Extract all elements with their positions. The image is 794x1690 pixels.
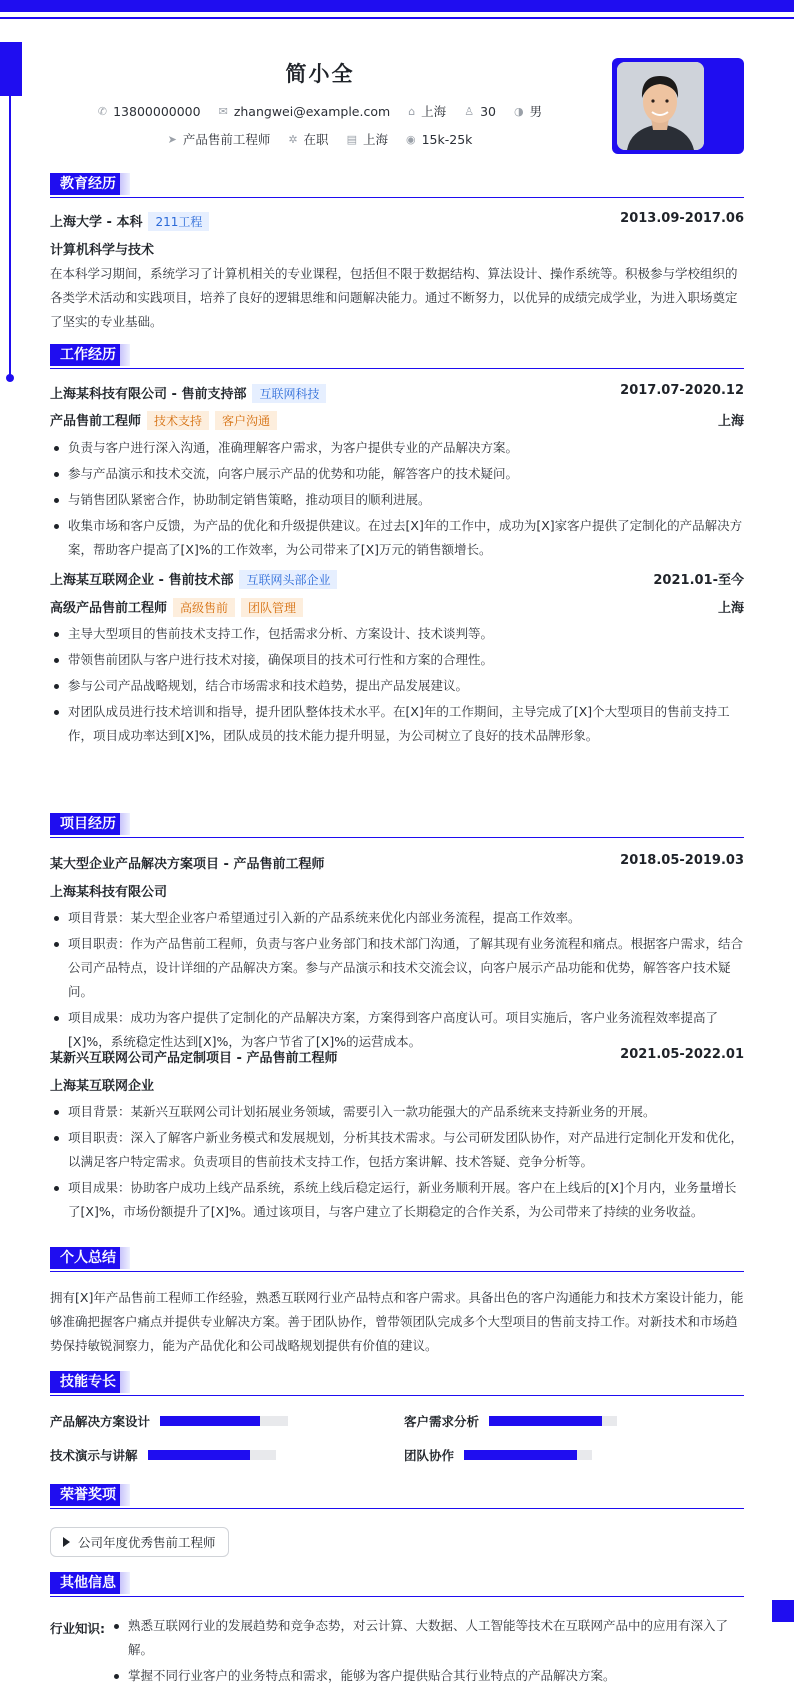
project-1-bullets xyxy=(50,906,744,1056)
project-1-company: 上海某科技有限公司 xyxy=(50,885,168,900)
skill-item xyxy=(50,1446,276,1464)
work-1-tag: 技术支持 xyxy=(147,411,209,430)
project-2-title: 某新兴互联网公司产品定制项目 - 产品售前工程师 xyxy=(50,1051,338,1066)
list-item: 项目背景：某大型企业客户希望通过引入新的产品系统来优化内部业务流程，提高工作效率。 xyxy=(50,906,744,930)
section-summary-title: 个人总结 xyxy=(50,1247,126,1269)
skill-bar xyxy=(160,1416,288,1426)
list-item: 与销售团队紧密合作，协助制定销售策略，推动项目的顺利进展。 xyxy=(50,488,744,512)
other-list xyxy=(110,1614,744,1690)
section-other-title: 其他信息 xyxy=(50,1572,126,1594)
work-2-role-row xyxy=(50,597,744,617)
intent-city: ▤ 上海 xyxy=(346,132,388,147)
work-2-header xyxy=(50,569,744,589)
work-1-bullets xyxy=(50,436,744,564)
education-header xyxy=(50,211,744,231)
section-other xyxy=(50,1572,744,1597)
section-summary xyxy=(50,1247,744,1272)
section-education-title: 教育经历 xyxy=(50,173,126,195)
intent-position: ➤ 产品售前工程师 xyxy=(167,132,271,147)
resume-name: 简小全 xyxy=(285,62,355,86)
work-2-bullets xyxy=(50,622,744,750)
project-1-header xyxy=(50,853,744,872)
top-accent-line xyxy=(0,17,794,19)
award-item xyxy=(50,1527,229,1557)
education-description: 在本科学习期间，系统学习了计算机相关的专业课程，包括但不限于数据结构、算法设计、操作系统等。积极参与学校组织的各类学术活动和实践项目，培养了良好的逻辑思维和问题解决能力。通过不断努力，以优异的成绩完成学业，为进入职场奠定了坚实的专业基础。 xyxy=(50,266,738,329)
list-item: 对团队成员进行技术培训和指导，提升团队整体技术水平。在[X]年的工作期间，主导完成了[X]个大型项目的售前支持工作，项目成功率达到[X]%，团队成员的技术能力提升明显，为公司树立了良好的技术品牌形象。 xyxy=(50,700,744,748)
list-item: 项目背景：某新兴互联网公司计划拓展业务领域，需要引入一款功能强大的产品系统来支持新业务的开展。 xyxy=(50,1100,744,1124)
work-2-badge: 互联网头部企业 xyxy=(239,570,337,589)
salary-icon: ◉ xyxy=(405,132,416,146)
skill-bar-fill xyxy=(489,1416,602,1426)
skill-bar-fill xyxy=(160,1416,260,1426)
work-1-header xyxy=(50,383,744,403)
skill-bar xyxy=(489,1416,617,1426)
work-2-role: 高级产品售前工程师 xyxy=(50,601,168,616)
contact-row xyxy=(90,102,550,120)
intent-salary: ◉ 15k-25k xyxy=(405,131,473,147)
contact-phone: ✆ 13800000000 xyxy=(97,103,201,119)
list-item: 项目成果：协助客户成功上线产品系统，系统上线后稳定运行，新业务顺利开展。客户在上线后的[X]个月内，业务量增长了[X]%，市场份额提升了[X]%。通过该项目，与客户建立了长期稳定的合作关系，为公司带来了持续的业务收益。 xyxy=(50,1176,744,1224)
list-item: 收集市场和客户反馈，为产品的优化和升级提供建议。在过去[X]年的工作中，成功为[X]家客户提供了定制化的产品解决方案，帮助客户提高了[X]%的工作效率，为公司带来了[X]万元的销售额增长。 xyxy=(50,514,744,562)
section-work-title: 工作经历 xyxy=(50,344,126,366)
caret-right-icon xyxy=(63,1537,70,1547)
age-icon: ♙ xyxy=(464,104,475,118)
email-icon: ✉ xyxy=(218,104,228,118)
skill-name: 客户需求分析 xyxy=(404,1414,480,1429)
work-2-tag: 团队管理 xyxy=(241,598,303,617)
list-item: 带领售前团队与客户进行技术对接，确保项目的技术可行性和方案的合理性。 xyxy=(50,648,744,672)
project-2-bullets xyxy=(50,1100,744,1226)
section-work xyxy=(50,344,744,369)
work-1-tag: 客户沟通 xyxy=(215,411,277,430)
list-item: 熟悉互联网行业的发展趋势和竞争态势，对云计算、大数据、人工智能等技术在互联网产品中的应用有深入了解。 xyxy=(110,1614,744,1662)
skill-bar-fill xyxy=(148,1450,250,1460)
gender-icon: ◑ xyxy=(513,104,524,118)
list-item: 参与公司产品战略规划，结合市场需求和技术趋势，提出产品发展建议。 xyxy=(50,674,744,698)
section-education xyxy=(50,173,744,198)
status-icon: ✲ xyxy=(288,132,298,146)
skill-name: 产品解决方案设计 xyxy=(50,1414,151,1429)
work-1-role: 产品售前工程师 xyxy=(50,414,142,429)
project-2-period: 2021.05-2022.01 xyxy=(620,1047,744,1062)
section-awards xyxy=(50,1484,744,1509)
list-item: 负责与客户进行深入沟通，准确理解客户需求，为客户提供专业的产品解决方案。 xyxy=(50,436,744,460)
section-awards-title: 荣誉奖项 xyxy=(50,1484,126,1506)
side-accent-block xyxy=(0,42,22,96)
section-skills-title: 技能专长 xyxy=(50,1371,126,1393)
intent-status: ✲ 在职 xyxy=(288,132,329,147)
list-item: 项目职责：作为产品售前工程师，负责与客户业务部门和技术部门沟通，了解其现有业务流程和痛点。根据客户需求，结合公司产品特点，设计详细的产品解决方案。参与产品演示和技术交流会议，向客户展示产品功能和优势，解答客户技术疑问。 xyxy=(50,932,744,1004)
side-accent-dot xyxy=(6,374,14,382)
send-icon: ➤ xyxy=(167,132,177,146)
section-projects xyxy=(50,813,744,838)
contact-city: ⌂ 上海 xyxy=(408,104,447,119)
top-accent-bar xyxy=(0,0,794,12)
education-major: 计算机科学与技术 xyxy=(50,243,155,258)
skill-name: 团队协作 xyxy=(404,1448,455,1463)
skill-item xyxy=(50,1412,288,1430)
section-skills xyxy=(50,1371,744,1396)
project-2-company: 上海某互联网企业 xyxy=(50,1079,155,1094)
work-1-role-row xyxy=(50,410,744,430)
skill-item xyxy=(404,1446,592,1464)
work-1-company: 上海某科技有限公司 - 售前支持部 xyxy=(50,387,247,402)
list-item: 项目成果：成功为客户提供了定制化的产品解决方案，方案得到客户高度认可。项目实施后，客户业务流程效率提高了[X]%，系统稳定性达到[X]%，为客户节省了[X]%的运营成本。 xyxy=(50,1006,744,1054)
list-item: 掌握不同行业客户的业务特点和需求，能够为客户提供贴合其行业特点的产品解决方案。 xyxy=(110,1664,744,1688)
list-item: 参与产品演示和技术交流，向客户展示产品的优势和功能，解答客户的技术疑问。 xyxy=(50,462,744,486)
work-1-location: 上海 xyxy=(717,414,744,429)
education-period: 2013.09-2017.06 xyxy=(620,211,744,226)
skill-name: 技术演示与讲解 xyxy=(50,1448,138,1463)
other-label: 行业知识: xyxy=(50,1621,105,1636)
project-2-header xyxy=(50,1047,744,1066)
right-accent-block xyxy=(772,1600,794,1622)
work-2-tag: 高级售前 xyxy=(173,598,235,617)
city-icon: ▤ xyxy=(346,132,357,146)
section-projects-title: 项目经历 xyxy=(50,813,126,835)
skill-bar-fill xyxy=(464,1450,577,1460)
education-badge: 211工程 xyxy=(148,212,209,231)
work-1-period: 2017.07-2020.12 xyxy=(620,383,744,398)
skill-bar xyxy=(148,1450,276,1460)
skill-bar xyxy=(464,1450,592,1460)
phone-icon: ✆ xyxy=(97,104,108,118)
contact-email: ✉ zhangwei@example.com xyxy=(218,103,391,119)
education-school: 上海大学 - 本科 xyxy=(50,215,143,230)
project-1-title: 某大型企业产品解决方案项目 - 产品售前工程师 xyxy=(50,857,325,872)
skill-item xyxy=(404,1412,617,1430)
list-item: 主导大型项目的售前技术支持工作，包括需求分析、方案设计、技术谈判等。 xyxy=(50,622,744,646)
list-item: 项目职责：深入了解客户新业务模式和发展规划，分析其技术需求。与公司研发团队协作，对产品进行定制化开发和优化，以满足客户特定需求。负责项目的售前技术支持工作，包括方案讲解、技术答疑、竞争分析等。 xyxy=(50,1126,744,1174)
contact-age: ♙ 30 xyxy=(464,103,496,119)
contact-gender: ◑ 男 xyxy=(513,104,543,119)
avatar xyxy=(617,62,704,150)
home-icon: ⌂ xyxy=(408,104,416,118)
side-accent-line xyxy=(9,96,11,378)
summary-text: 拥有[X]年产品售前工程师工作经验，熟悉互联网行业产品特点和客户需求。具备出色的客户沟通能力和技术方案设计能力，能够准确把握客户痛点并提供专业解决方案。善于团队协作，曾带领团队完成多个大型项目的售前支持工作。对新技术和市场趋势保持敏锐洞察力，能为产品优化和公司战略规划提供有价值的建议。 xyxy=(50,1290,744,1353)
award-label: 公司年度优秀售前工程师 xyxy=(78,1535,216,1550)
work-2-location: 上海 xyxy=(717,601,744,616)
project-1-period: 2018.05-2019.03 xyxy=(620,853,744,868)
work-2-period: 2021.01-至今 xyxy=(653,573,744,588)
work-2-company: 上海某互联网企业 - 售前技术部 xyxy=(50,573,234,588)
work-1-badge: 互联网科技 xyxy=(252,384,326,403)
intent-row xyxy=(90,130,550,148)
